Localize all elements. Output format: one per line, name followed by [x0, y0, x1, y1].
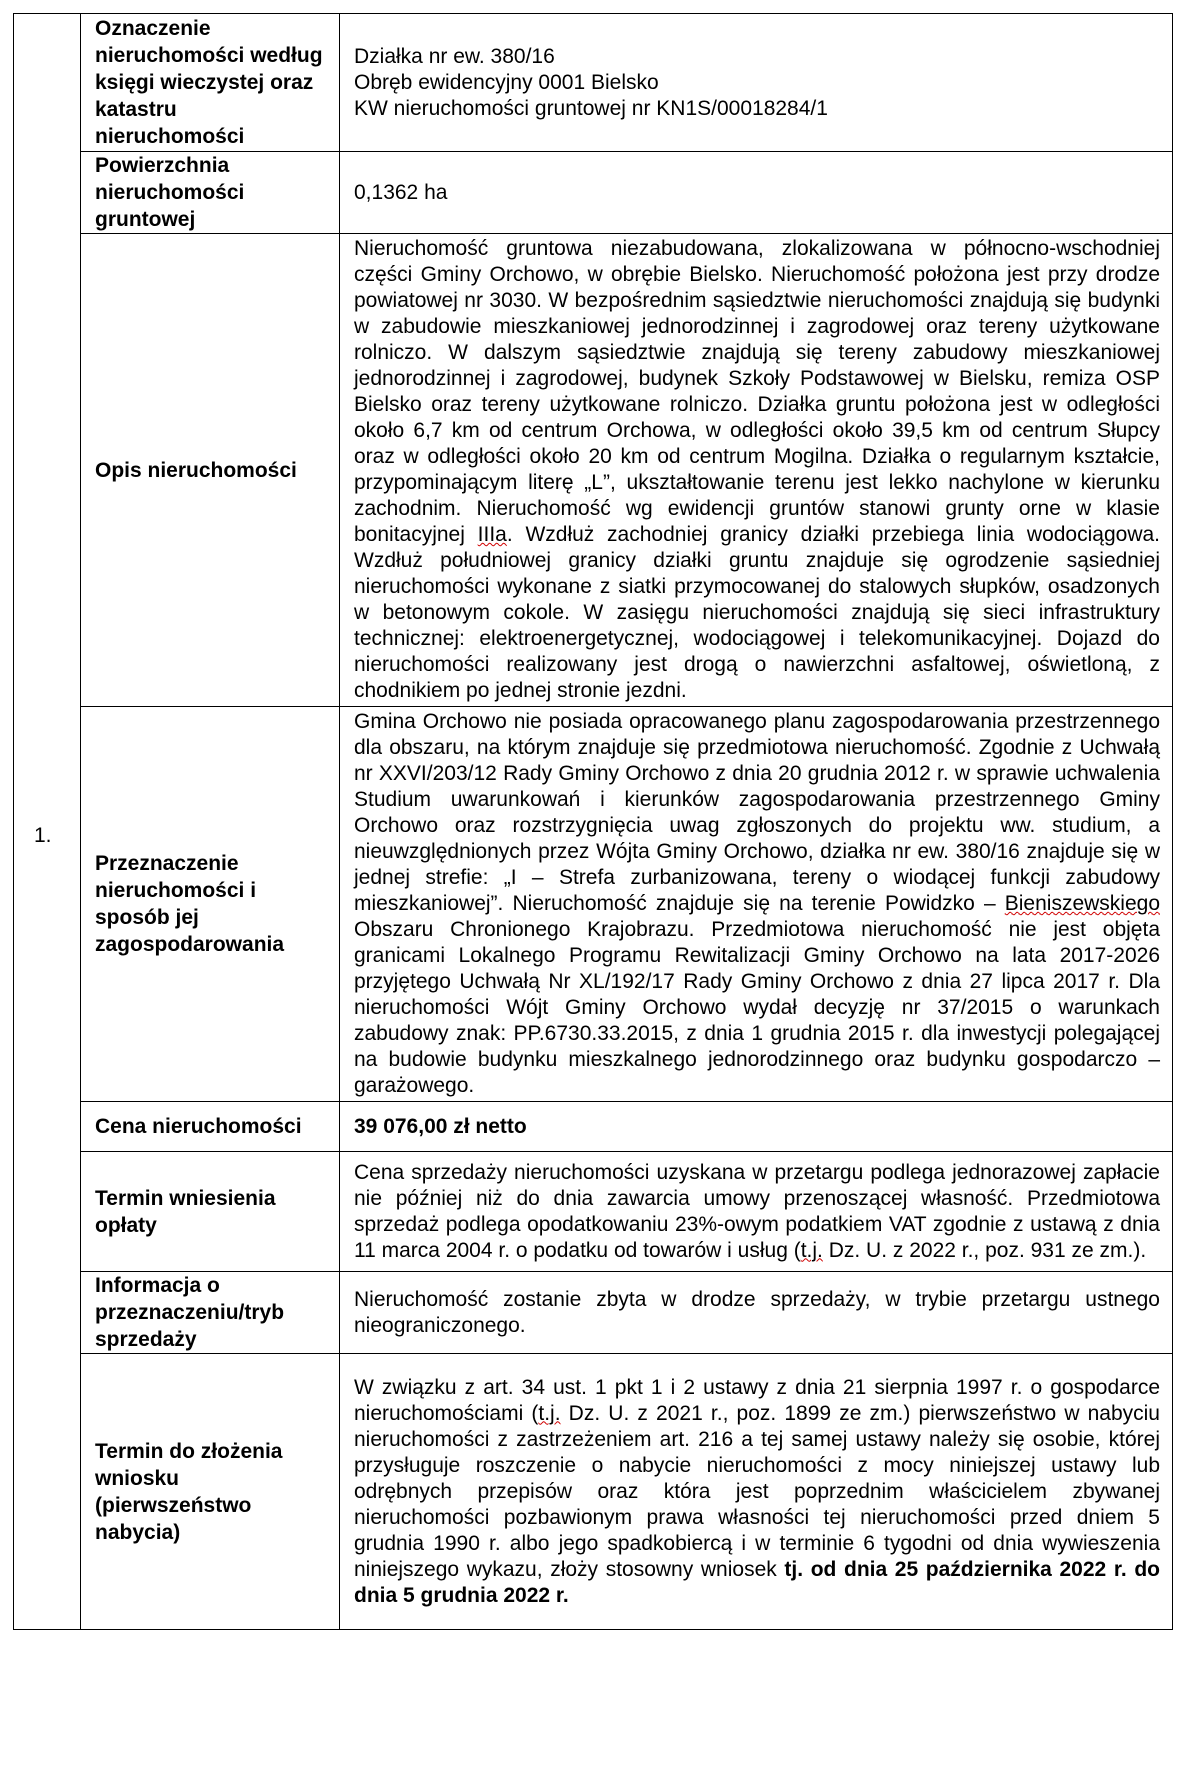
spellcheck-mark: IIIa — [477, 523, 507, 546]
value-price: 39 076,00 zł netto — [340, 1102, 1173, 1152]
label-designation: Oznaczenie nieruchomości według księgi wieczystej oraz katastru nieruchomości — [81, 14, 340, 152]
row-designation — [14, 14, 1173, 152]
label-description: Opis nieruchomości — [81, 234, 340, 707]
application-dates: tj. od dnia 25 października 2022 r. do dnia 5 grudnia 2022 r. — [354, 1557, 1160, 1607]
property-table — [13, 13, 1173, 1630]
label-price: Cena nieruchomości — [81, 1102, 340, 1152]
row-payment-deadline — [14, 1152, 1173, 1272]
cadastral-district: Obręb ewidencyjny 0001 Bielsko — [354, 70, 659, 94]
value-application-deadline — [340, 1354, 1173, 1630]
spellcheck-mark: t.j. — [538, 1401, 561, 1425]
row-area — [14, 152, 1173, 234]
row-application-deadline — [14, 1354, 1173, 1630]
value-sale-mode: Nieruchomość zostanie zbyta w drodze sprzedaży, w trybie przetargu ustnego nieograniczonego. — [340, 1272, 1173, 1354]
parcel-number: Działka nr ew. 380/16 — [354, 44, 555, 68]
description-text: Nieruchomość gruntowa niezabudowana, zlokalizowana w północno-wschodniej części Gminy Orchowo, w obrębie Bielsko. Nieruchomość położona jest przy drodze powiatowej nr 3030. W bezpośrednim sąsiedztwie nieruchomości znajdują się budynki w zabudowie mieszkaniowej jednorodzinnej i zagrodowej oraz tereny użytkowane rolniczo. W dalszym sąsiedztwie znajdują się tereny zabudowy mieszkaniowej jednorodzinnej i zagrodowej, budynek Szkoły Podstawowej w Bielsku, remiza OSP Bielsko oraz tereny użytkowane rolniczo. Działka gruntu położona jest w odległości około 6,7 km od centrum Orchowa, w odległości około 39,5 km od centrum Słupcy oraz w odległości około 20 km od centrum Mogilna. Działka o regularnym kształcie, przypominającym literę „L”, ukształtowanie terenu jest lekko nachylone w kierunku zachodnim. Nieruchomość wg ewidencji gruntów stanowi grunty orne w klasie bonitacyjnej — [354, 237, 1160, 546]
application-text: W związku z art. 34 ust. 1 pkt 1 i 2 ustawy z dnia 21 sierpnia 1997 r. o gospodarce nieruchomościami ( — [354, 1375, 1160, 1425]
application-text-cont: Dz. U. z 2021 r., poz. 1899 ze zm.) pierwszeństwo w nabyciu nieruchomości z zastrzeżeniem art. 216 a tej samej ustawy należy się osobie, której przysługuje roszczenie o nabycie nieruchomości z mocy niniejszej ustawy lub odrębnych przepisów oraz która jest poprzednim właścicielem zbywanej nieruchomości pozbawionym prawa własności tej nieruchomości przed dniem 5 grudnia 1990 r. albo jego spadkobiercą i w terminie 6 tygodni od dnia wywieszenia niniejszego wykazu, złoży stosowny wniosek — [354, 1401, 1160, 1581]
value-description — [340, 234, 1173, 707]
payment-text: Cena sprzedaży nieruchomości uzyskana w przetargu podlega jednorazowej zapłacie nie później niż do dnia zawarcia umowy przenoszącej własność. Przedmiotowa sprzedaż podlega opodatkowaniu 23%-owym podatkiem VAT zgodnie z ustawą z dnia 11 marca 2004 r. o podatku od towarów i usług ( — [354, 1160, 1160, 1262]
label-application-deadline: Termin do złożenia wniosku (pierwszeństwo nabycia) — [81, 1354, 340, 1630]
label-purpose: Przeznaczenie nieruchomości i sposób jej zagospodarowania — [81, 707, 340, 1102]
row-description — [14, 234, 1173, 707]
section-number: 1. — [14, 14, 81, 1630]
row-price — [14, 1102, 1173, 1152]
label-payment-deadline: Termin wniesienia opłaty — [81, 1152, 340, 1272]
value-payment-deadline — [340, 1152, 1173, 1272]
description-text-cont: . Wzdłuż zachodniej granicy działki przebiega linia wodociągowa. Wzdłuż południowej granicy działki gruntu znajduje się ogrodzenie sąsiedniej nieruchomości wykonane z siatki przymocowanej do stalowych słupków, osadzonych w betonowym cokole. W zasięgu nieruchomości znajdują się sieci infrastruktury technicznej: elektroenergetycznej, wodociągowej i telekomunikacyjnej. Dojazd do nieruchomości realizowany jest drogą o nawierzchni asfaltowej, oświetloną, z chodnikiem po jednej stronie jezdni. — [354, 523, 1160, 702]
land-register-number: KW nieruchomości gruntowej nr KN1S/00018284/1 — [354, 96, 828, 120]
row-purpose — [14, 707, 1173, 1102]
value-designation — [340, 14, 1173, 152]
value-area: 0,1362 ha — [340, 152, 1173, 234]
label-area: Powierzchnia nieruchomości gruntowej — [81, 152, 340, 234]
payment-text-cont: Dz. U. z 2022 r., poz. 931 ze zm.). — [822, 1238, 1147, 1262]
value-purpose — [340, 707, 1173, 1102]
row-sale-mode — [14, 1272, 1173, 1354]
spellcheck-mark: Bieniszewskiego — [1004, 892, 1160, 915]
label-sale-mode: Informacja o przeznaczeniu/tryb sprzedaży — [81, 1272, 340, 1354]
purpose-text: Gmina Orchowo nie posiada opracowanego planu zagospodarowania przestrzennego dla obszaru, na którym znajduje się przedmiotowa nieruchomość. Zgodnie z Uchwałą nr XXVI/203/12 Rady Gminy Orchowo z dnia 20 grudnia 2012 r. w sprawie uchwalenia Studium uwarunkowań i kierunków zagospodarowania przestrzennego Gminy Orchowo oraz rozstrzygnięcia uwag zgłoszonych do projektu ww. studium, a nieuwzględnionych przez Wójta Gminy Orchowo, działka nr ew. 380/16 znajduje się w jednej strefie: „I – Strefa zurbanizowana, tereny o wiodącej funkcji zabudowy mieszkaniowej”. Nieruchomość znajduje się na terenie Powidzko – — [354, 710, 1160, 915]
purpose-text-cont: Obszaru Chronionego Krajobrazu. Przedmiotowa nieruchomość nie jest objęta granicami Lokalnego Programu Rewitalizacji Gminy Orchowo na lata 2017-2026 przyjętego Uchwałą Nr XL/192/17 Rady Gminy Orchowo z dnia 27 lipca 2017 r. Dla nieruchomości Wójt Gminy Orchowo wydał decyzję nr 37/2015 o warunkach zabudowy znak: PP.6730.33.2015, z dnia 1 grudnia 2015 r. dla inwestycji polegającej na budowie budynku mieszkalnego jednorodzinnego oraz budynku gospodarczo – garażowego. — [354, 918, 1160, 1097]
spellcheck-mark: t.j. — [800, 1238, 823, 1262]
